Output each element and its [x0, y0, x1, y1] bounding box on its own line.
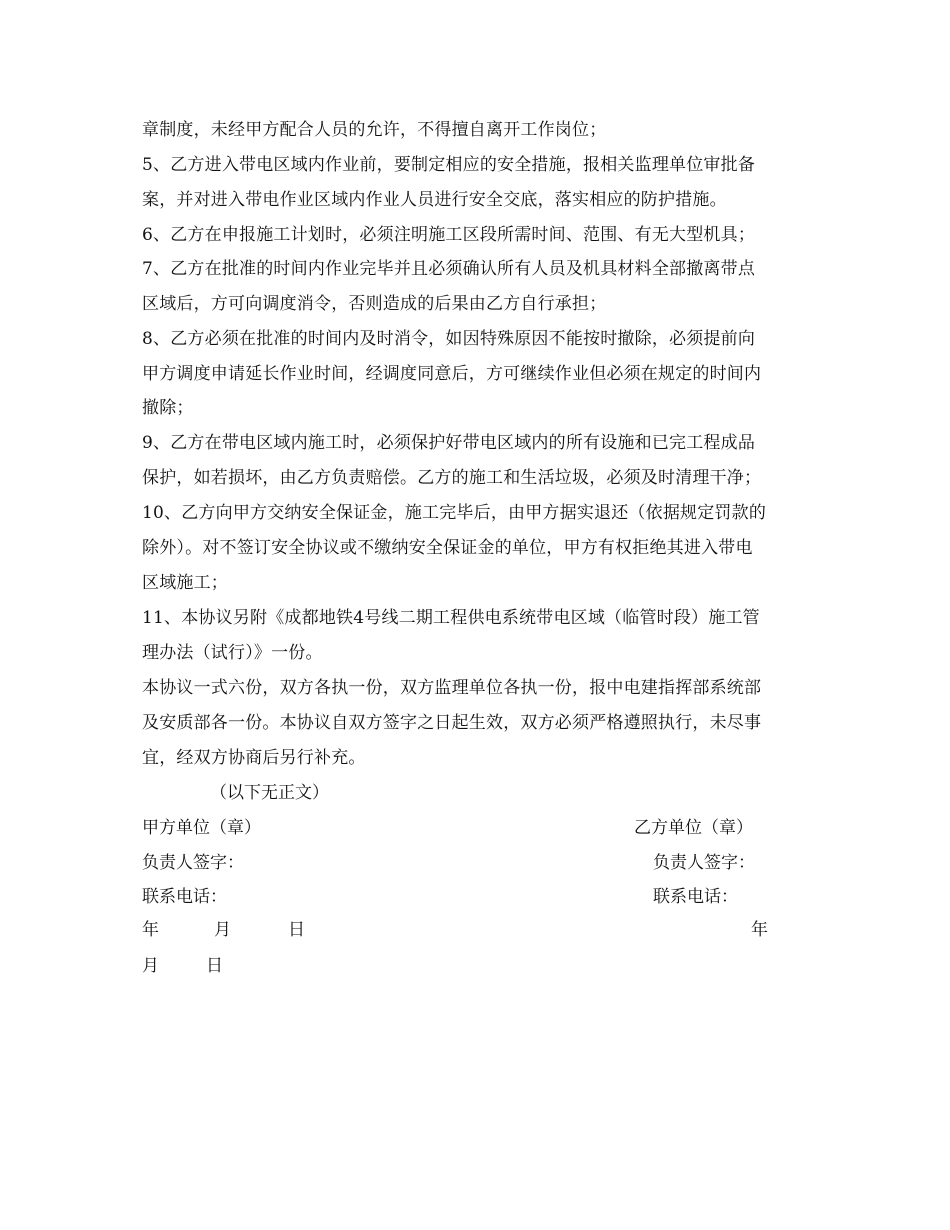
paragraph-line: 章制度，未经甲方配合人员的允许，不得擅自离开工作岗位； [142, 120, 607, 140]
paragraph-line: 甲方调度申请延长作业时间，经调度同意后，方可继续作业但必须在规定的时间内 [142, 364, 762, 384]
paragraph-line: 8、乙方必须在批准的时间内及时消令，如因特殊原因不能按时撤除，必须提前向 [142, 329, 756, 349]
paragraph-line: 7、乙方在批准的时间内作业完毕并且必须确认所有人员及机具材料全部撤离带点 [142, 259, 756, 279]
party-a-phone-label: 联系电话： [142, 887, 227, 907]
party-a-signer-label: 负责人签字： [142, 853, 244, 873]
paragraph-line: 11、本协议另附《成都地铁4号线二期工程供电系统带电区域（临管时段）施工管 [142, 608, 760, 628]
paragraph-line: 区域施工； [142, 573, 228, 593]
party-b-unit-label: 乙方单位（章） [634, 818, 753, 838]
party-b-signer-label: 负责人签字： [653, 853, 755, 873]
paragraph-line: 撤除； [142, 398, 194, 418]
party-a-day-label: 日 [288, 920, 305, 940]
paragraph-line: 本协议一式六份，双方各执一份，双方监理单位各执一份，报中电建指挥部系统部 [142, 678, 762, 698]
paragraph-line: 理办法（试行）》一份。 [142, 643, 323, 663]
paragraph-line: 6、乙方在申报施工计划时，必须注明施工区段所需时间、范围、有无大型机具； [142, 225, 756, 245]
party-b-day-label: 日 [206, 956, 223, 976]
paragraph-line: 区域后，方可向调度消令，否则造成的后果由乙方自行承担； [142, 294, 607, 314]
paragraph-line: 除外）。对不签订安全协议或不缴纳安全保证金的单位，甲方有权拒绝其进入带电 [142, 538, 753, 558]
paragraph-line: 9、乙方在带电区域内施工时，必须保护好带电区域内的所有设施和已完工程成品 [142, 433, 756, 453]
paragraph-line: 宜，经双方协商后另行补充。 [142, 748, 366, 768]
party-a-month-label: 月 [214, 920, 231, 940]
paragraph-line: 10、乙方向甲方交纳安全保证金，施工完毕后，由甲方据实退还（依据规定罚款的 [142, 503, 767, 523]
paragraph-line: 及安质部各一份。本协议自双方签字之日起生效，双方必须严格遵照执行，未尽事 [142, 713, 762, 733]
paragraph-line: 案，并对进入带电作业区域内作业人员进行安全交底，落实相应的防护措施。 [142, 190, 727, 210]
paragraph-line: 保护，如若损坏，由乙方负责赔偿。乙方的施工和生活垃圾，必须及时清理干净； [142, 468, 762, 488]
end-of-text-note: （以下无正文） [210, 783, 329, 803]
party-a-year-label: 年 [142, 920, 159, 940]
paragraph-line: 5、乙方进入带电区域内作业前，要制定相应的安全措施，报相关监理单位审批备 [142, 155, 756, 175]
party-b-month-label: 月 [142, 956, 159, 976]
party-b-year-label: 年 [751, 920, 768, 940]
party-a-unit-label: 甲方单位（章） [142, 818, 261, 838]
party-b-phone-label: 联系电话： [653, 887, 738, 907]
